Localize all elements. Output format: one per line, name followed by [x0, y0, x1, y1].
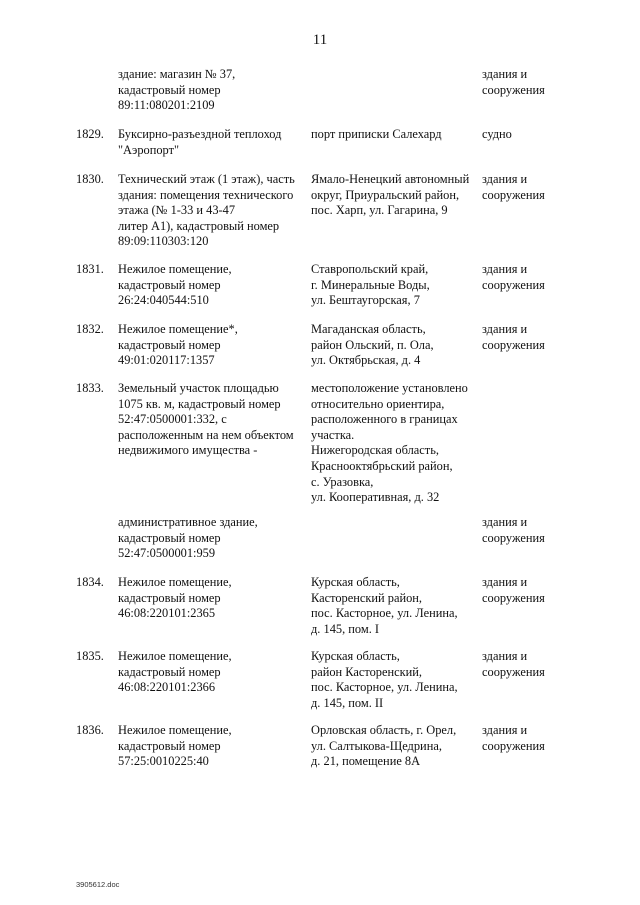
entry-address: Ямало-Ненецкий автономный округ, Приуральский район, пос. Харп, ул. Гагарина, 9	[311, 172, 470, 218]
entry-address: местоположение установлено относительно ориентира, расположенного в границах участка. Нижегородская область, Краснооктябрьский район, с. Уразовка, ул. Кооперативная, д. 32	[311, 381, 468, 505]
entry-object: Нежилое помещение, кадастровый номер 26:24:040544:510	[118, 262, 232, 308]
entry-type: судно	[482, 127, 512, 141]
entry-object: Буксирно-разъездной теплоход "Аэропорт"	[118, 127, 282, 157]
entry-object: здание: магазин № 37, кадастровый номер 89:11:080201:2109	[118, 67, 236, 113]
entry-address: порт приписки Салехард	[311, 127, 442, 141]
entry-address: Магаданская область, район Ольский, п. Ола, ул. Октябрьская, д. 4	[311, 322, 434, 368]
entry-number: 1830.	[76, 172, 104, 186]
entry-object: Нежилое помещение, кадастровый номер 46:08:220101:2365	[118, 575, 232, 621]
entry-number: 1829.	[76, 127, 104, 141]
entry-object: Нежилое помещение*, кадастровый номер 49:01:020117:1357	[118, 322, 238, 368]
entry-object: Нежилое помещение, кадастровый номер 46:08:220101:2366	[118, 649, 232, 695]
entry-number: 1834.	[76, 575, 104, 589]
entry-type: здания и сооружения	[482, 649, 545, 679]
entry-address: Ставропольский край, г. Минеральные Воды, ул. Бештаугорская, 7	[311, 262, 430, 308]
entry-type: здания и сооружения	[482, 172, 545, 202]
entry-address: Орловская область, г. Орел, ул. Салтыкова-Щедрина, д. 21, помещение 8А	[311, 723, 457, 769]
entry-object: Технический этаж (1 этаж), часть здания: помещения технического этажа (№ 1-33 и 43-47 литер А1), кадастровый номер 89:09:110303:120	[118, 172, 295, 249]
entry-object: Нежилое помещение, кадастровый номер 57:25:0010225:40	[118, 723, 232, 769]
entry-number: 1831.	[76, 262, 104, 276]
entry-address: Курская область, Касторенский район, пос. Касторное, ул. Ленина, д. 145, пом. I	[311, 575, 458, 636]
entry-number: 1832.	[76, 322, 104, 336]
entry-type: здания и сооружения	[482, 322, 545, 352]
entry-number: 1835.	[76, 649, 104, 663]
entry-type: здания и сооружения	[482, 723, 545, 753]
entry-type: здания и сооружения	[482, 67, 545, 97]
entry-object: Земельный участок площадью 1075 кв. м, кадастровый номер 52:47:0500001:332, с расположенным на нем объектом недвижимого имущества -	[118, 381, 294, 458]
page-number: 11	[312, 32, 328, 48]
entry-number: 1836.	[76, 723, 104, 737]
entry-type: здания и сооружения	[482, 262, 545, 292]
document-filename: 3905612.doc	[76, 880, 120, 889]
entry-type: здания и сооружения	[482, 575, 545, 605]
entry-number: 1833.	[76, 381, 104, 395]
entry-object: административное здание, кадастровый номер 52:47:0500001:959	[118, 515, 258, 561]
entry-type: здания и сооружения	[482, 515, 545, 545]
entry-address: Курская область, район Касторенский, пос. Касторное, ул. Ленина, д. 145, пом. II	[311, 649, 458, 710]
